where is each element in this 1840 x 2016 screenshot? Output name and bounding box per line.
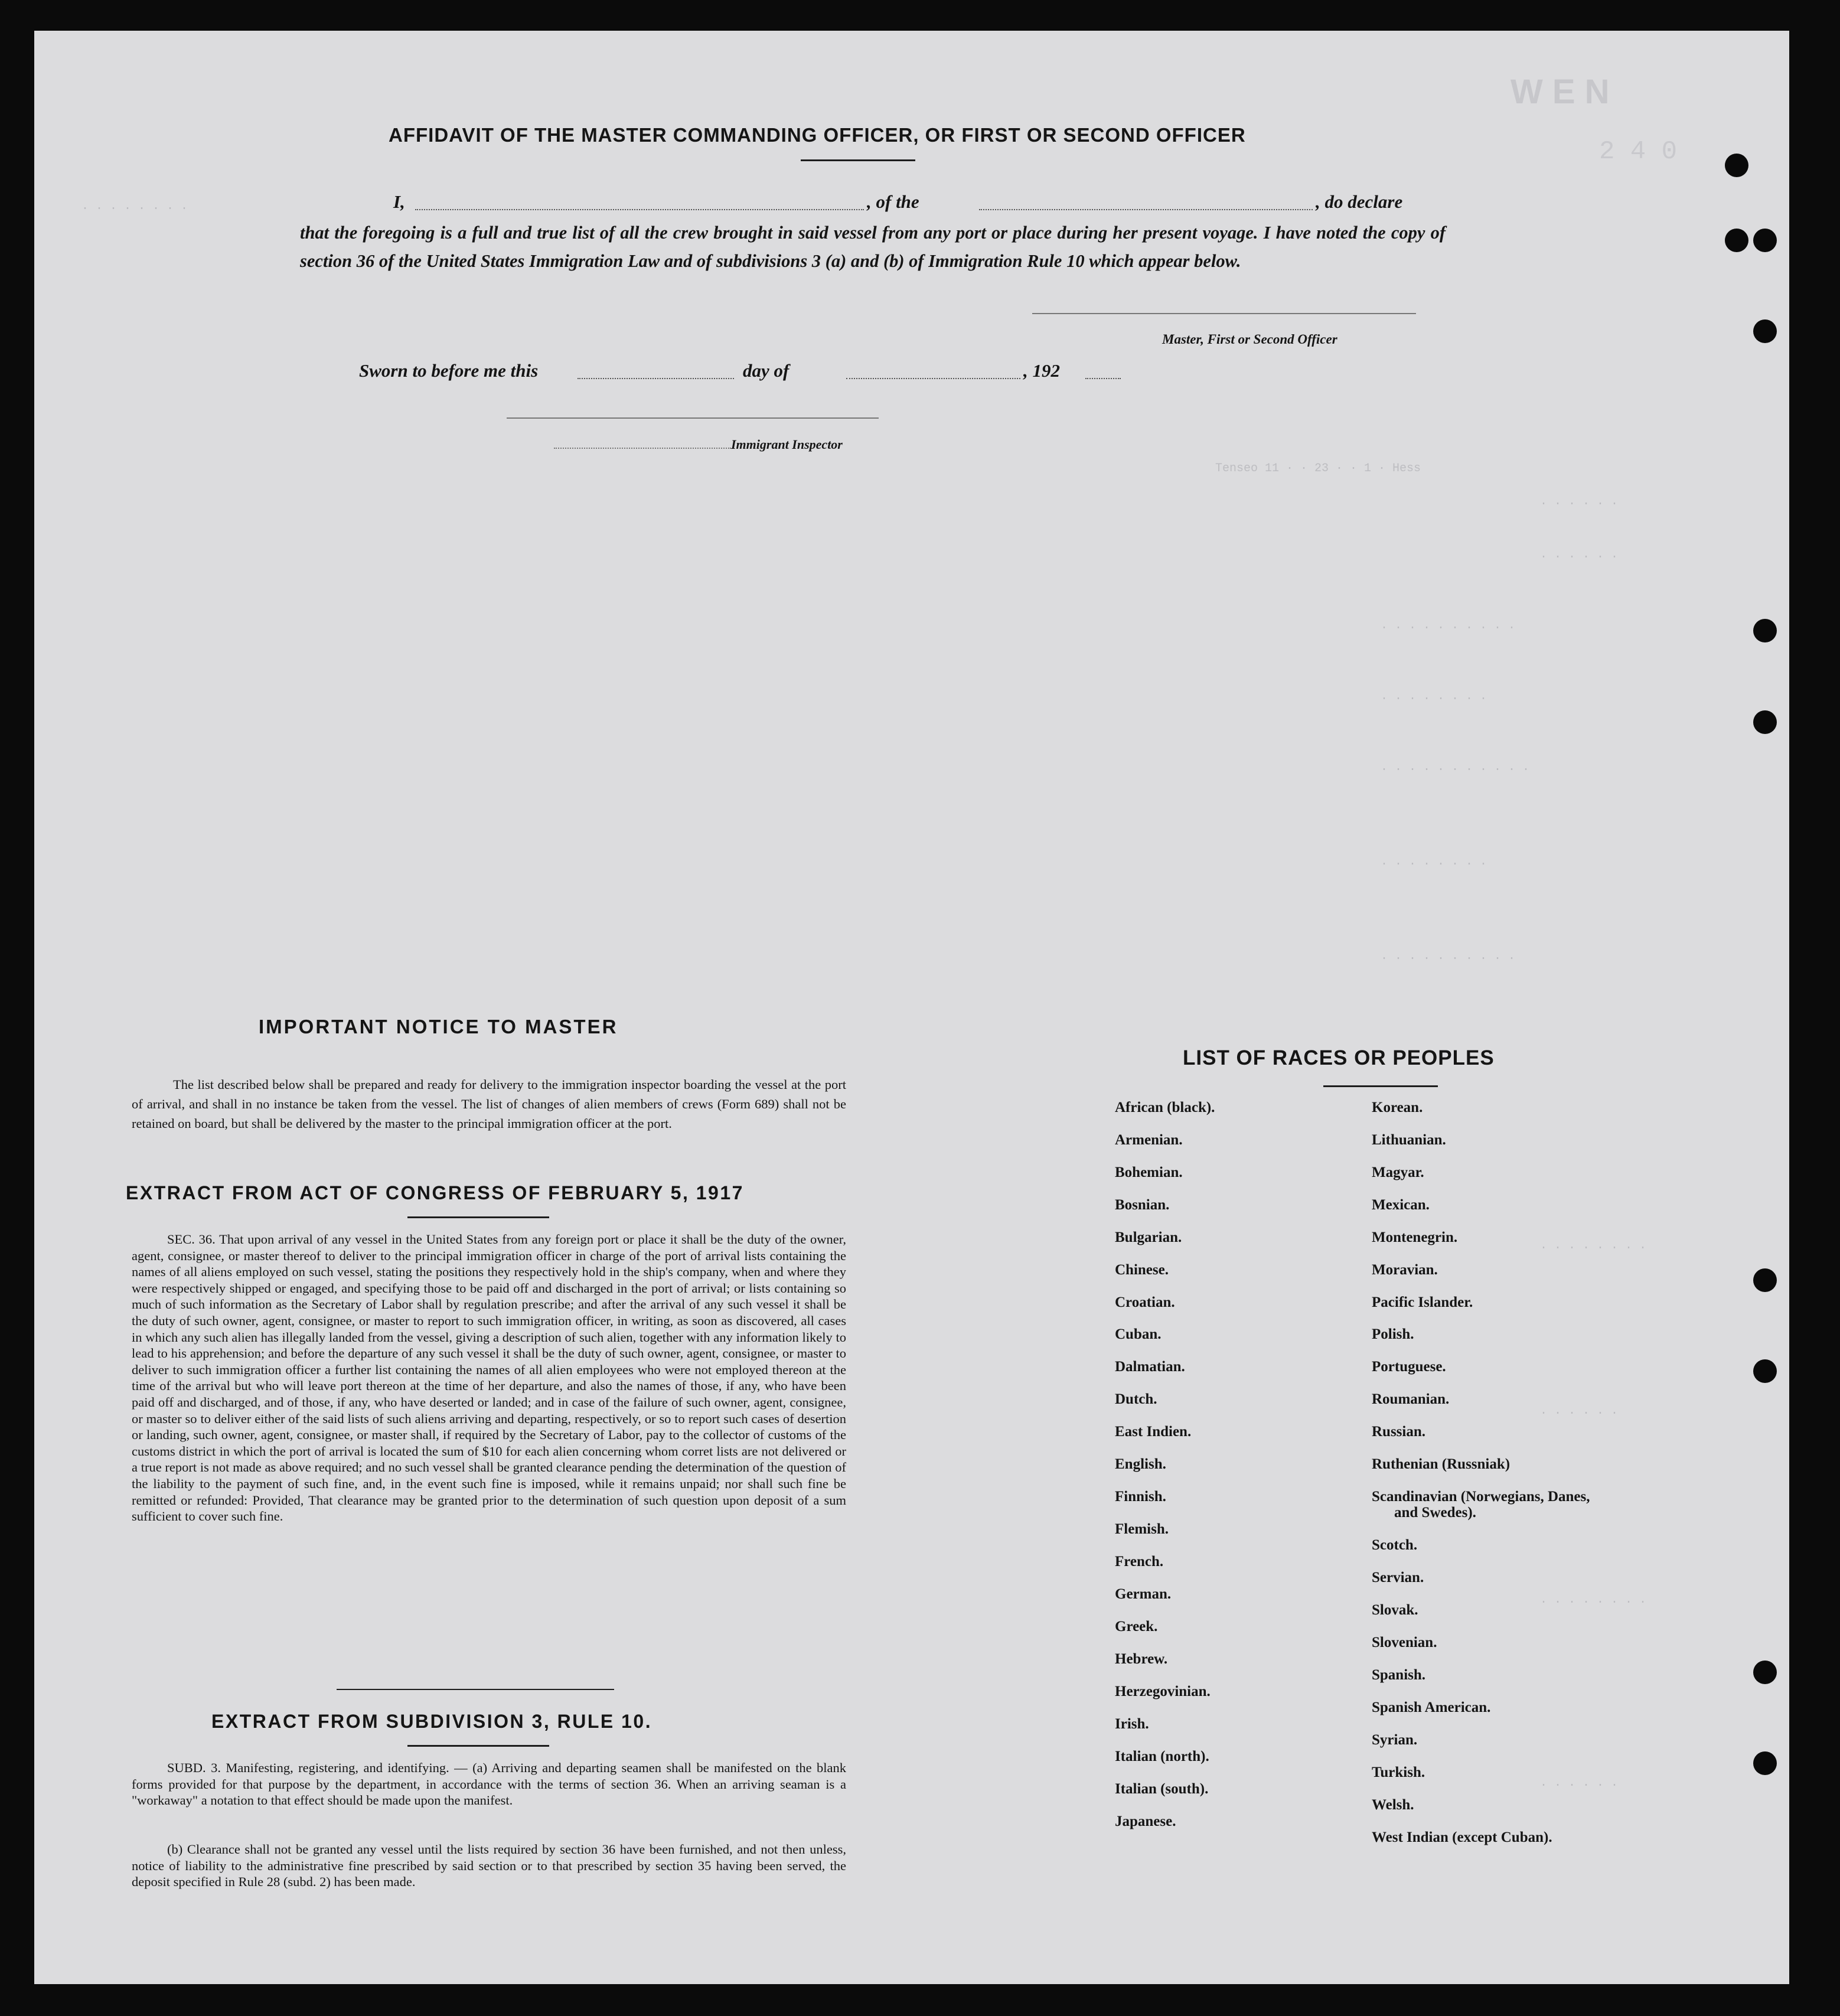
race-item: Croatian. xyxy=(1115,1294,1175,1310)
punch-hole xyxy=(1753,319,1777,343)
race-item: Finnish. xyxy=(1115,1489,1166,1505)
punch-hole xyxy=(1725,229,1748,252)
rule-extract-top-rule xyxy=(337,1689,614,1690)
race-item: Slovenian. xyxy=(1372,1635,1437,1650)
race-item: Scotch. xyxy=(1372,1537,1418,1553)
vessel-name-field[interactable] xyxy=(979,209,1313,210)
affidavit-do-declare-label: , do declare xyxy=(1316,191,1403,212)
race-item: Portuguese. xyxy=(1372,1359,1446,1375)
rule-extract-para-a: SUBD. 3. Manifesting, registering, and identifying. — (a) Arriving and departing seamen shall be manifested on the blank forms provided for that purpose by the department, in accordance with the terms of section 36. When an arriving seaman is a "workaway" a notation to that effect should be made upon the manifest. xyxy=(132,1760,846,1808)
races-title-rule xyxy=(1323,1085,1438,1087)
race-item: Moravian. xyxy=(1372,1262,1438,1278)
master-signature-label: Master, First or Second Officer xyxy=(1162,332,1337,347)
affidavit-i-label: I, xyxy=(393,191,405,212)
sworn-label: Sworn to before me this xyxy=(359,360,539,381)
race-item: Korean. xyxy=(1372,1100,1423,1115)
race-item: French. xyxy=(1115,1554,1164,1570)
punch-hole xyxy=(1753,1268,1777,1292)
race-item: Herzegovinian. xyxy=(1115,1684,1211,1699)
rule-extract-title-rule xyxy=(407,1745,549,1747)
race-item: Cuban. xyxy=(1115,1326,1162,1342)
race-item: Syrian. xyxy=(1372,1732,1418,1748)
race-item: Mexican. xyxy=(1372,1197,1430,1213)
race-item: Dutch. xyxy=(1115,1391,1157,1407)
race-item: Greek. xyxy=(1115,1619,1158,1635)
affidavit-title: AFFIDAVIT OF THE MASTER COMMANDING OFFICER, OR FIRST OR SECOND OFFICER xyxy=(389,124,1246,146)
rule-extract-para-b: (b) Clearance shall not be granted any vessel until the lists required by section 36 have been furnished, and not then unless, notice of liability to the administrative fine prescribed by said section or to that prescribed by section 35 having been served, the deposit specified in Rule 28 (subd. 2) has been made. xyxy=(132,1842,846,1890)
race-item: Bosnian. xyxy=(1115,1197,1170,1213)
act-extract-title: EXTRACT FROM ACT OF CONGRESS OF FEBRUARY 5, 1917 xyxy=(126,1182,744,1203)
race-item: Polish. xyxy=(1372,1326,1414,1342)
sworn-month-field[interactable] xyxy=(846,378,1020,379)
document-sheet: W E N 2 4 0 · · · · · · · · Tenseo 11 · · 23 · · 1 · Hess · · · · · · · · · · · · · · · · · · · · · · · · · · · · · · · · · · · · · · · · · · · · · · · · · · · · · · · · · · · · · · · · · · · · · · · · · · · · · · · · · · · · · · · AFFIDAVIT OF THE MASTER COMMANDING OFFICER, OR FIRST OR SECOND OFFICER I, , of the , do declare that the foregoing is a full and true list of all the crew brought in said vessel from any port or place during her present voyage. I have noted the copy of section 36 of the United States Immigration Law and of subdivisions 3 (a) and (b) of Immigration Rule 10 which appear below. Master, First or Second Officer Sworn to before me this day of , 192 Immigrant Inspector IMPORTANT NOTICE TO MASTER The list described below shall be prepared and ready for delivery to the immigration inspector boarding the vessel at the port of arrival, and shall in no instance be taken from the vessel. The list of changes of alien members of crews (Form 689) shall not be retained on board, but shall be delivered by the master to the principal immigration officer at the port. EXTRACT FROM ACT OF CONGRESS OF FEBRUARY 5, 1917 SEC. 36. That upon arrival of any vessel in the United States from any foreign port or place it shall be the duty of the owner, agent, consignee, or master thereof to deliver to the principal immigration officer in charge of the port of arrival lists containing the names of all aliens employed on such vessel, stating the positions they respectively hold in the ship's company, when and where they were respectively shipped or engaged, and specifying those to be paid off and discharged in the port of arrival; or lists containing so much of such information as the Secretary of Labor shall by regulation prescribe; and after the arrival of any such vessel it shall be the duty of such owner, agent, consignee, or master to report to such immigration officer, in writing, as soon as discovered, all cases in which any such alien has illegally landed from the vessel, giving a description of such alien, together with any information likely to lead to his apprehension; and before the departure of any such vessel it shall be the duty of such owner, agent, consignee, or master to deliver to such immigration officer a further list containing the names of all alien employees who were not employed thereon at the time of the arrival but who will leave port thereon at the time of her departure, and also the names of those, if any, who have been paid off and discharged, and of those, if any, who have deserted or landed; and in case of the failure of such owner, agent, consignee, or master so to deliver either of the said lists of such aliens arriving and departing, respectively, or so to report such cases of desertion or landing, such owner, agent, consignee, or master shall, if required by the Secretary of Labor, pay to the collector of customs of the customs district in which the port of arrival is located the sum of $10 for each alien concerning whom corret lists are not delivered or a true report is not made as above required; and no such vessel shall be granted clearance pending the determination of the question of the liability to the payment of such fine, and, in the event such fine is imposed, while it remains unpaid; nor shall such fine be remitted or refunded: Provided, That clearance may be granted prior to the determination of such question upon deposit of a sum sufficient to cover such fine. EXTRACT FROM SUBDIVISION 3, RULE 10. SUBD. 3. Manifesting, registering, and identifying. — (a) Arriving and departing seamen shall be manifested on the blank forms provided for that purpose by the department, in accordance with the terms of section 36. When an arriving seaman is a "workaway" a notation to that effect should be made upon the manifest. (b) Clearance shall not be granted any vessel until the lists required by section 36 have been furnished, and not then unless, notice of liability to the administrative fine prescribed by said section or to that prescribed by section 35 having been served, the deposit specified in Rule 28 (subd. 2) has been made. LIST OF RACES OR PEOPLES African (black). Armenian. Bohemian. Bosnian. Bulgarian. Chinese. Croatian. Cuban. Dalmatian. Dutch. East Indien. English. Finnish. Flemish. French. German. Greek. Hebrew. Herzegovinian. Irish. Italian (north). Italian (south). Japanese. Korean. Lithuanian. Magyar. Mexican. Montenegrin. Moravian. Pacific Islander. Polish. Portuguese. Roumanian. Russian. Ruthenian (Russniak) Scandinavian (Norwegians, Danes, and Swedes). Scotch. Servian. Slovak. Slovenian. Spanish. Spanish American. Syrian. Turkish. Welsh. West Indian (except Cuban). xyxy=(34,31,1789,1984)
inspector-signature-rule[interactable] xyxy=(507,417,879,419)
race-item: Montenegrin. xyxy=(1372,1229,1458,1245)
race-item: Russian. xyxy=(1372,1424,1426,1440)
affidavit-title-rule xyxy=(801,159,915,161)
inspector-label: Immigrant Inspector xyxy=(731,437,843,452)
race-item: Italian (south). xyxy=(1115,1781,1209,1797)
race-item: Italian (north). xyxy=(1115,1748,1209,1764)
punch-hole xyxy=(1725,154,1748,177)
master-signature-rule[interactable] xyxy=(1032,313,1416,314)
race-item: Hebrew. xyxy=(1115,1651,1168,1667)
race-item: Chinese. xyxy=(1115,1262,1169,1278)
race-item: Japanese. xyxy=(1115,1813,1176,1829)
race-item: West Indian (except Cuban). xyxy=(1372,1829,1552,1845)
notice-body: The list described below shall be prepared and ready for delivery to the immigration inspector boarding the vessel at the port of arrival, and shall in no instance be taken from the vessel. The list of changes of alien members of crews (Form 689) shall not be retained on board, but shall be delivered by the master to the principal immigration officer at the port. xyxy=(132,1077,846,1131)
race-item: English. xyxy=(1115,1456,1166,1472)
race-item: Ruthenian (Russniak) xyxy=(1372,1456,1511,1472)
race-item: German. xyxy=(1115,1586,1172,1602)
rule-extract-title: EXTRACT FROM SUBDIVISION 3, RULE 10. xyxy=(211,1711,653,1732)
punch-hole xyxy=(1753,619,1777,642)
race-item: Magyar. xyxy=(1372,1164,1424,1180)
year-label: , 192 xyxy=(1023,360,1060,381)
day-of-label: day of xyxy=(743,360,789,381)
act-extract-title-rule xyxy=(407,1216,549,1218)
race-item: Dalmatian. xyxy=(1115,1359,1185,1375)
affidavit-of-the-label: , of the xyxy=(867,191,919,212)
inspector-dotted-rule xyxy=(554,448,731,449)
race-item: Welsh. xyxy=(1372,1797,1414,1813)
race-item: Flemish. xyxy=(1115,1521,1169,1537)
race-item: Bulgarian. xyxy=(1115,1229,1182,1245)
notice-title: IMPORTANT NOTICE TO MASTER xyxy=(259,1016,618,1038)
race-item: East Indien. xyxy=(1115,1424,1192,1440)
punch-hole xyxy=(1753,710,1777,734)
punch-hole xyxy=(1753,1359,1777,1383)
affidavit-body: that the foregoing is a full and true list of all the crew brought in said vessel from any port or place during her present voyage. I have noted the copy of section 36 of the United States Immigration Law and of subdivisions 3 (a) and (b) of Immigration Rule 10 which appear below. xyxy=(300,223,1446,271)
sworn-day-field[interactable] xyxy=(578,378,734,379)
race-item: Pacific Islander. xyxy=(1372,1294,1473,1310)
race-item: Bohemian. xyxy=(1115,1164,1183,1180)
declarant-name-field[interactable] xyxy=(415,209,864,210)
race-item: Spanish American. xyxy=(1372,1699,1491,1715)
races-title: LIST OF RACES OR PEOPLES xyxy=(1183,1046,1495,1069)
race-item: Scandinavian (Norwegians, Danes, and Swedes). xyxy=(1372,1489,1590,1521)
sworn-year-field[interactable] xyxy=(1085,378,1121,379)
act-extract-body: SEC. 36. That upon arrival of any vessel in the United States from any foreign port or place it shall be the duty of the owner, agent, consignee, or master thereof to deliver to the principal immigration officer in charge of the port of arrival lists containing the names of all aliens employed on such vessel, stating the positions they respectively hold in the ship's company, when and where they were respectively shipped or engaged, and specifying those to be paid off and discharged in the port of arrival; or lists containing so much of such information as the Secretary of Labor shall by regulation prescribe; and after the arrival of any such vessel it shall be the duty of such owner, agent, consignee, or master to report to such immigration officer, in writing, as soon as discovered, all cases in which any such alien has illegally landed from the vessel, giving a description of such alien, together with any information likely to lead to his apprehension; and before the departure of any such vessel it shall be the duty of such owner, agent, consignee, or master to deliver to such immigration officer a further list containing the names of all alien employees who were not employed thereon at the time of the arrival but who will leave port thereon at the time of her departure, and also the names of those, if any, who have been paid off and discharged, and of those, if any, who have deserted or landed; and in case of the failure of such owner, agent, consignee, or master so to deliver either of the said lists of such aliens arriving and departing, respectively, or so to report such cases of desertion or landing, such owner, agent, consignee, or master shall, if required by the Secretary of Labor, pay to the collector of customs of the customs district in which the port of arrival is located the sum of $10 for each alien concerning whom corret lists are not delivered or a true report is not made as above required; and no such vessel shall be granted clearance pending the determination of the question of the liability to the payment of such fine, and, in the event such fine is imposed, while it remains unpaid; nor shall such fine be remitted or refunded: Provided, That clearance may be granted prior to the determination of such question upon deposit of a sum sufficient to cover such fine. xyxy=(132,1232,846,1524)
punch-hole xyxy=(1753,229,1777,252)
race-item: Slovak. xyxy=(1372,1602,1418,1618)
race-item: Roumanian. xyxy=(1372,1391,1450,1407)
race-item: African (black). xyxy=(1115,1100,1215,1115)
race-item: Irish. xyxy=(1115,1716,1149,1732)
sworn-line xyxy=(359,360,1186,384)
punch-hole xyxy=(1753,1661,1777,1684)
race-item: Spanish. xyxy=(1372,1667,1426,1683)
race-item: Servian. xyxy=(1372,1570,1424,1586)
race-item: Turkish. xyxy=(1372,1764,1425,1780)
punch-hole xyxy=(1753,1751,1777,1775)
affidavit-declaration-line xyxy=(300,191,1475,215)
race-item: Lithuanian. xyxy=(1372,1132,1446,1148)
race-item: Armenian. xyxy=(1115,1132,1183,1148)
